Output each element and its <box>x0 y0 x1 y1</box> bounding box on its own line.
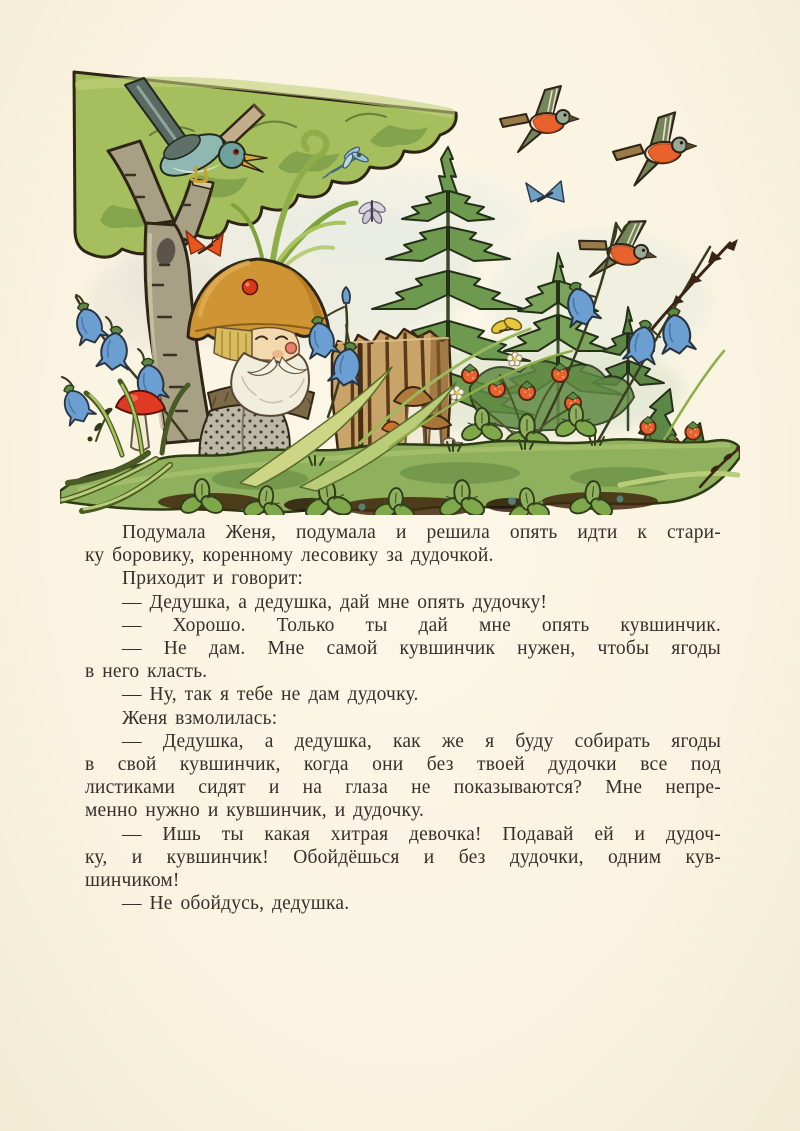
story-line: — Не дам. Мне самой кувшинчик нужен, чтобы ягоды <box>122 638 721 660</box>
story-line: — Хорошо. Только ты дай мне опять кувшинчик. <box>122 614 721 636</box>
story-text <box>85 521 721 915</box>
flying-bird <box>500 86 579 152</box>
story-line: листиками сидят и на глаза не показываются? Мне непре- <box>85 777 721 799</box>
story-line: в свой кувшинчик, когда они без твоей дудочки все под <box>85 754 721 776</box>
story-illustration <box>60 55 740 515</box>
story-line: Приходит и говорит: <box>122 568 303 590</box>
story-line: ку боровику, коренному лесовику за дудочкой. <box>85 545 494 567</box>
story-line: Женя взмолилась: <box>122 707 278 729</box>
flying-bird <box>611 111 699 187</box>
story-line: — Ишь ты какая хитрая девочка! Подавай ей и дудоч- <box>122 823 721 845</box>
story-line: менно нужно и кувшинчик, и дудочку. <box>85 800 425 822</box>
story-line: ку, и кувшинчик! Обойдёшься и без дудочки, одним кув- <box>85 846 721 868</box>
story-line: в него класть. <box>85 661 208 683</box>
story-line: шинчиком! <box>85 870 180 892</box>
red-mushroom <box>88 391 166 451</box>
forest-scene-svg <box>60 55 740 515</box>
story-line: — Дедушка, а дедушка, как же я буду собирать ягоды <box>122 730 721 752</box>
story-line: Подумала Женя, подумала и решила опять идти к стари- <box>122 522 721 543</box>
story-line: — Дедушка, а дедушка, дай мне опять дудочку! <box>122 591 548 613</box>
blue-butterfly <box>526 181 564 202</box>
story-line: — Ну, так я тебе не дам дудочку. <box>122 684 419 706</box>
beard <box>231 353 309 416</box>
story-line: — Не обойдусь, дедушка. <box>122 893 350 915</box>
hat-berry <box>243 280 258 295</box>
